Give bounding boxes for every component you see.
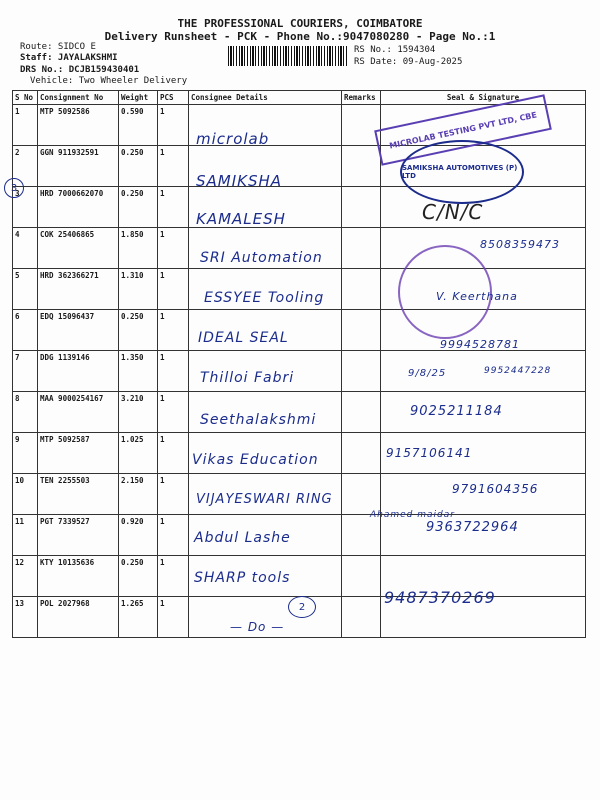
cell-weight: 0.590 [119, 105, 158, 146]
cell-weight: 0.250 [119, 146, 158, 187]
cell-remarks [342, 187, 381, 228]
route-label: Route: SIDCO E [20, 42, 96, 52]
cell-remarks [342, 310, 381, 351]
table-row [13, 556, 586, 597]
cell-remarks [342, 556, 381, 597]
hand-consignee-8: Seethalakshmi [200, 412, 317, 428]
col-sno: S No [13, 91, 38, 105]
col-seal: Seal & Signature [381, 91, 586, 105]
hand-consignee-7: Thilloi Fabri [200, 370, 295, 386]
cell-sno: 12 [13, 556, 38, 597]
cell-remarks [342, 269, 381, 310]
rs-date: RS Date: 09-Aug-2025 [354, 57, 463, 67]
cell-weight: 2.150 [119, 474, 158, 515]
cell-sno: 9 [13, 433, 38, 474]
phone-8: 9487370269 [384, 588, 496, 607]
cell-pcs: 1 [158, 392, 189, 433]
cell-consignment: HRD 7000662070 [38, 187, 119, 228]
hand-consignee-2: SAMIKSHA [196, 172, 283, 190]
cell-sno: 4 [13, 228, 38, 269]
cell-weight: 0.250 [119, 310, 158, 351]
cell-remarks [342, 105, 381, 146]
barcode [228, 46, 348, 66]
col-consignee: Consignee Details [189, 91, 342, 105]
cell-remarks [342, 392, 381, 433]
phone-4: 9025211184 [410, 404, 503, 419]
cell-consignment: HRD 362366271 [38, 269, 119, 310]
cell-sno: 1 [13, 105, 38, 146]
cell-weight: 0.920 [119, 515, 158, 556]
cell-pcs: 1 [158, 433, 189, 474]
cell-pcs: 1 [158, 105, 189, 146]
hand-ditto: — Do — [230, 620, 285, 634]
cell-sno: 7 [13, 351, 38, 392]
cell-remarks [342, 474, 381, 515]
sig-name: Ahamed maidar [370, 510, 455, 520]
sig-date: 9/8/25 [408, 368, 447, 379]
sig-cnc: C/N/C [422, 200, 484, 224]
cell-weight: 0.250 [119, 556, 158, 597]
cell-sno: 2 [13, 146, 38, 187]
cell-remarks [342, 597, 381, 638]
col-consignment: Consignment No [38, 91, 119, 105]
cell-pcs: 1 [158, 269, 189, 310]
phone-7: 9363722964 [426, 520, 519, 535]
cell-remarks [342, 515, 381, 556]
cell-remarks [342, 146, 381, 187]
cell-weight: 1.265 [119, 597, 158, 638]
cell-consignment: DDG 1139146 [38, 351, 119, 392]
vehicle-label: Vehicle: Two Wheeler Delivery [30, 76, 188, 86]
cell-weight: 1.850 [119, 228, 158, 269]
hand-consignee-1: microlab [196, 130, 270, 148]
hand-consignee-11: Abdul Lashe [194, 530, 291, 546]
cell-sno: 8 [13, 392, 38, 433]
cell-sno: 3 [13, 187, 38, 228]
cell-weight: 3.210 [119, 392, 158, 433]
cell-remarks [342, 228, 381, 269]
phone-6: 9791604356 [452, 482, 539, 496]
cell-consignment: GGN 911932591 [38, 146, 119, 187]
cell-weight: 1.310 [119, 269, 158, 310]
phone-1: 8508359473 [480, 238, 560, 251]
company-title: THE PROFESSIONAL COURIERS, COIMBATORE [177, 17, 423, 30]
cell-pcs: 1 [158, 515, 189, 556]
drs-label: DRS No.: DCJB159430401 [20, 65, 140, 75]
cell-sno: 13 [13, 597, 38, 638]
cell-pcs: 1 [158, 597, 189, 638]
circle-mark-3: 3 [4, 178, 24, 198]
cell-consignment: COK 25406865 [38, 228, 119, 269]
cell-remarks [342, 351, 381, 392]
microlab-stamp: MICROLAB TESTING PVT LTD, CBE [374, 94, 552, 165]
cell-consignment: MAA 9000254167 [38, 392, 119, 433]
cell-consignment: MTP 5092586 [38, 105, 119, 146]
col-weight: Weight [119, 91, 158, 105]
cell-pcs: 1 [158, 146, 189, 187]
samiksha-stamp: SAMIKSHA AUTOMOTIVES (P) LTD [400, 140, 524, 204]
cell-consignment: MTP 5092587 [38, 433, 119, 474]
cell-pcs: 1 [158, 310, 189, 351]
staff-label: Staff: JAYALAKSHMI [20, 53, 118, 63]
cell-pcs: 1 [158, 187, 189, 228]
cell-consignment: POL 2027968 [38, 597, 119, 638]
cell-weight: 1.025 [119, 433, 158, 474]
rs-number: RS No.: 1594304 [354, 45, 436, 55]
hand-consignee-4: SRI Automation [200, 250, 323, 266]
cell-sno: 5 [13, 269, 38, 310]
cell-sno: 10 [13, 474, 38, 515]
cell-pcs: 1 [158, 351, 189, 392]
cell-consignment: KTY 10135636 [38, 556, 119, 597]
cell-sno: 6 [13, 310, 38, 351]
hand-consignee-12: SHARP tools [194, 570, 291, 586]
cell-consignment: TEN 2255503 [38, 474, 119, 515]
cell-pcs: 1 [158, 556, 189, 597]
table-header-row [13, 91, 586, 105]
col-pcs: PCS [158, 91, 189, 105]
phone-2: 9994528781 [440, 338, 520, 351]
cell-pcs: 1 [158, 228, 189, 269]
cell-remarks [342, 433, 381, 474]
cell-consignment: EDQ 15096437 [38, 310, 119, 351]
hand-consignee-5: ESSYEE Tooling [204, 290, 325, 306]
hand-consignee-10: VIJAYESWARI RING [196, 492, 333, 507]
circle-mark-2: 2 [288, 596, 316, 618]
hand-consignee-3: KAMALESH [196, 210, 286, 228]
phone-5: 9157106141 [386, 446, 473, 460]
hand-consignee-6: IDEAL SEAL [198, 330, 289, 346]
cell-weight: 0.250 [119, 187, 158, 228]
runsheet-subtitle: Delivery Runsheet - PCK - Phone No.:9047080280 - Page No.:1 [104, 30, 496, 43]
cell-sno: 11 [13, 515, 38, 556]
cell-pcs: 1 [158, 474, 189, 515]
hand-consignee-9: Vikas Education [192, 452, 319, 468]
phone-3: 9952447228 [484, 366, 552, 376]
sig-vk: V. Keerthana [436, 290, 518, 303]
col-remarks: Remarks [342, 91, 381, 105]
cell-consignment: PGT 7339527 [38, 515, 119, 556]
cell-weight: 1.350 [119, 351, 158, 392]
